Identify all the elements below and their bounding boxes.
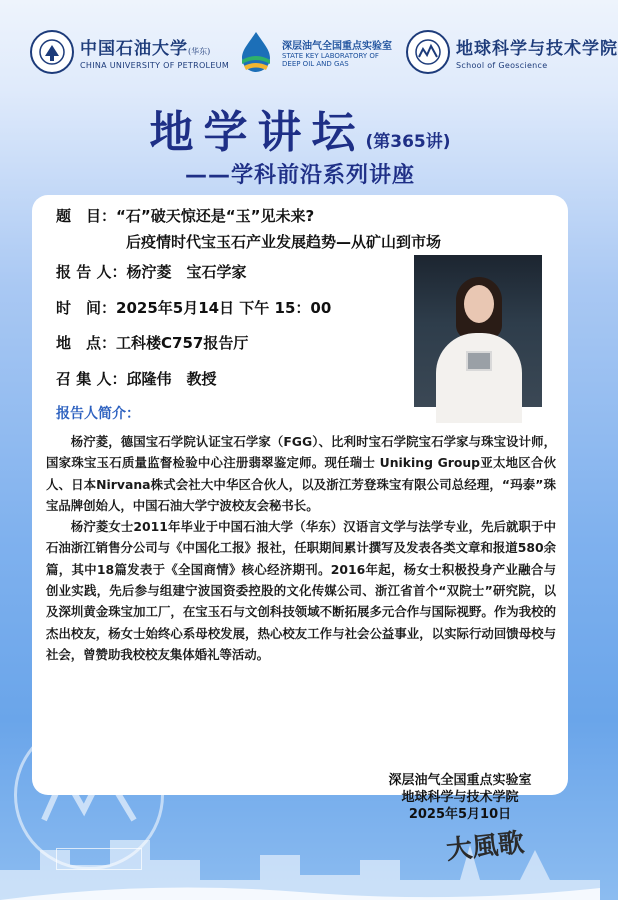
host-label: 召 集 人： (56, 370, 127, 388)
time-row (56, 297, 331, 318)
upc-emblem-icon (30, 30, 74, 74)
topic-row (56, 205, 314, 226)
topic-label: 题 目： (56, 207, 117, 225)
footer-signature (350, 772, 570, 823)
upc-name-en: CHINA UNIVERSITY OF PETROLEUM (80, 61, 230, 70)
intro-heading: 报告人简介： (56, 406, 140, 422)
place-label: 地 点： (56, 334, 117, 352)
speaker-label: 报 告 人： (56, 263, 127, 281)
calligraphy-text: 大風歌 (444, 827, 526, 866)
speaker-value: 杨泞菱 宝石学家 (126, 263, 247, 281)
upc-logo (30, 30, 229, 74)
school-name-cn: 地球科学与技术学院 (456, 39, 618, 59)
speaker-photo (414, 255, 542, 407)
lab-name-cn: 深层油气全国重点实验室 (282, 40, 392, 52)
header-logos (0, 30, 618, 80)
title-main: 地学讲坛 (149, 107, 366, 158)
content-panel (32, 195, 568, 795)
host-row (56, 368, 216, 389)
footer-org1: 深层油气全国重点实验室 (388, 773, 532, 788)
upc-name-cn: 中国石油大学 (80, 39, 188, 59)
oil-drop-icon (236, 30, 276, 74)
footer-org2: 地球科学与技术学院 (401, 790, 519, 805)
school-emblem-icon (406, 30, 450, 74)
host-value: 邱隆伟 教授 (126, 370, 217, 388)
lecture-number: (第365讲) (365, 132, 451, 152)
intro-paragraph-1: 杨泞菱，德国宝石学院认证宝石学家（FGG）、比利时宝石学院宝石学家与珠宝设计师，国家珠宝玉石质量监督检验中心注册翡翠鉴定师。现任瑞士 Uniking Group亚太地区合伙人、日本Nirvana株式会社大中华区合伙人，以及浙江芳登珠宝有限公司总经理，“玛泰”珠宝品牌创始人，中国石油大学宁波校友会秘书长。 (46, 434, 556, 513)
time-label: 时 间： (56, 299, 117, 317)
topic-line1: “石”破天惊还是“玉”见未来? (116, 207, 315, 225)
intro-body (46, 431, 556, 665)
place-value: 工科楼C757报告厅 (116, 334, 249, 352)
slogan-stamp (56, 848, 142, 870)
page-subtitle: ——学科前沿系列讲座 (184, 163, 415, 188)
school-name-en: School of Geoscience (456, 61, 548, 70)
lab-name-en-2: DEEP OIL AND GAS (282, 59, 349, 68)
school-logo (406, 30, 618, 74)
topic-line2: 后疫情时代宝玉石产业发展趋势—从矿山到市场 (126, 233, 442, 251)
footer-date: 2025年5月10日 (408, 807, 512, 822)
lab-logo (236, 30, 392, 74)
lab-name-en-1: STATE KEY LABORATORY OF (282, 51, 379, 60)
page-title (0, 96, 600, 160)
intro-paragraph-2: 杨泞菱女士2011年毕业于中国石油大学（华东）汉语言文学与法学专业，先后就职于中石油浙江销售分公司与《中国化工报》报社，任职期间累计撰写及发表各类文章和报道580余篇，其中18篇发表于《全国商情》核心经济期刊。2016年起，杨女士积极投身产业融合与创业实践，先后参与组建宁波国资委控股的文化传媒公司、浙江省首个“双院士”研究院，以及深圳黄金珠宝加工厂，在宝玉石与文创科技领域不断拓展多元合作与国际视野。作为我校的杰出校友，杨女士始终心系母校发展，热心校友工作与社会公益事业，以实际行动回馈母校与社会，曾赞助我校校友集体婚礼等活动。 (46, 519, 556, 662)
place-row (56, 332, 248, 353)
speaker-row (56, 261, 246, 282)
time-value: 2025年5月14日 下午 15：00 (116, 299, 332, 317)
upc-branch: (华东) (188, 47, 211, 56)
